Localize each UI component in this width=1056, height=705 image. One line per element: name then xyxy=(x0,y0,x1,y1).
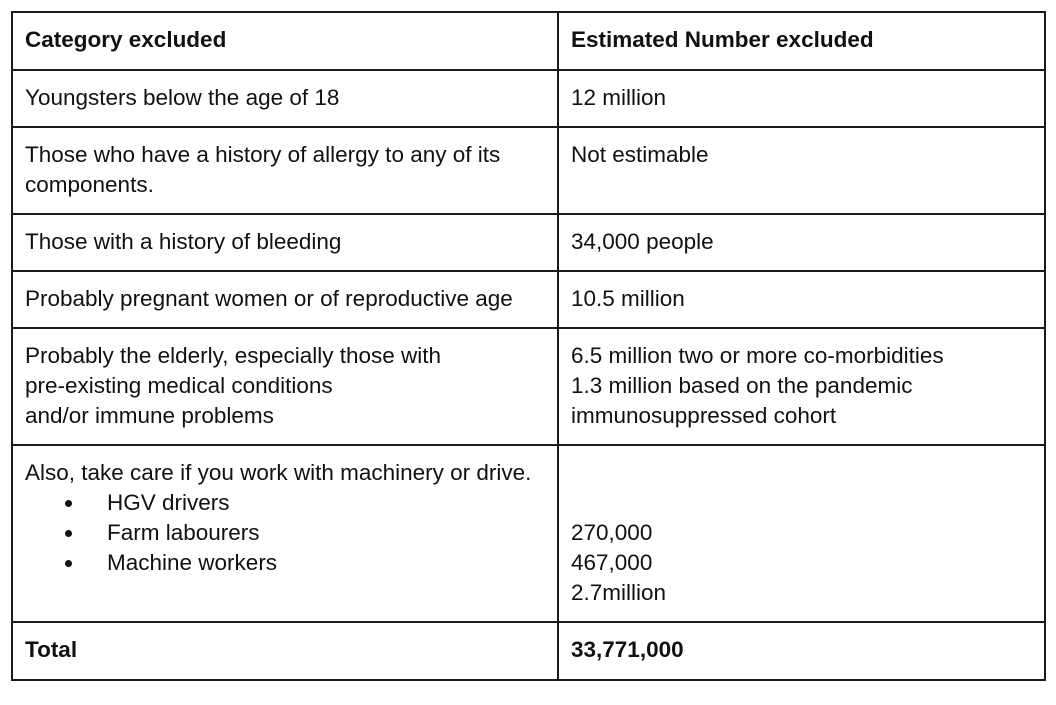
row-category: Probably pregnant women or of reproductive age xyxy=(12,271,558,328)
table-row xyxy=(12,127,1045,214)
table-row xyxy=(12,445,1045,622)
bullet-item: Farm labourers xyxy=(25,518,545,548)
total-value: 33,771,000 xyxy=(558,622,1045,680)
table-row xyxy=(12,271,1045,328)
row-number: Not estimable xyxy=(558,127,1045,214)
row-category: Youngsters below the age of 18 xyxy=(12,70,558,127)
bullet-item: Machine workers xyxy=(25,548,545,578)
header-number: Estimated Number excluded xyxy=(558,12,1045,70)
row-category: Those who have a history of allergy to any of its components. xyxy=(12,127,558,214)
total-label: Total xyxy=(12,622,558,680)
category-line: and/or immune problems xyxy=(25,403,274,428)
number-line: 1.3 million based on the pandemic xyxy=(571,373,913,398)
number-line: 2.7million xyxy=(571,580,667,605)
table-total-row xyxy=(12,622,1045,680)
bullet-icon xyxy=(65,530,72,537)
table-row xyxy=(12,214,1045,271)
number-line: immunosuppressed cohort xyxy=(571,403,837,428)
header-category: Category excluded xyxy=(12,12,558,70)
row-number: 34,000 people xyxy=(558,214,1045,271)
table-row xyxy=(12,328,1045,445)
exclusion-table xyxy=(11,11,1046,681)
row-number xyxy=(558,445,1045,622)
row-category: Those with a history of bleeding xyxy=(12,214,558,271)
bullet-item: HGV drivers xyxy=(25,488,545,518)
row-number xyxy=(558,328,1045,445)
category-intro: Also, take care if you work with machinery or drive. xyxy=(25,460,532,485)
number-line: 270,000 xyxy=(571,520,653,545)
table-header-row xyxy=(12,12,1045,70)
bullet-list xyxy=(25,488,545,578)
number-line: 6.5 million two or more co-morbidities xyxy=(571,343,944,368)
bullet-icon xyxy=(65,500,72,507)
row-number: 12 million xyxy=(558,70,1045,127)
table-row xyxy=(12,70,1045,127)
row-category xyxy=(12,445,558,622)
category-line: Probably the elderly, especially those with xyxy=(25,343,442,368)
row-category xyxy=(12,328,558,445)
bullet-icon xyxy=(65,560,72,567)
number-line: 467,000 xyxy=(571,550,653,575)
row-number: 10.5 million xyxy=(558,271,1045,328)
category-line: pre-existing medical conditions xyxy=(25,373,333,398)
